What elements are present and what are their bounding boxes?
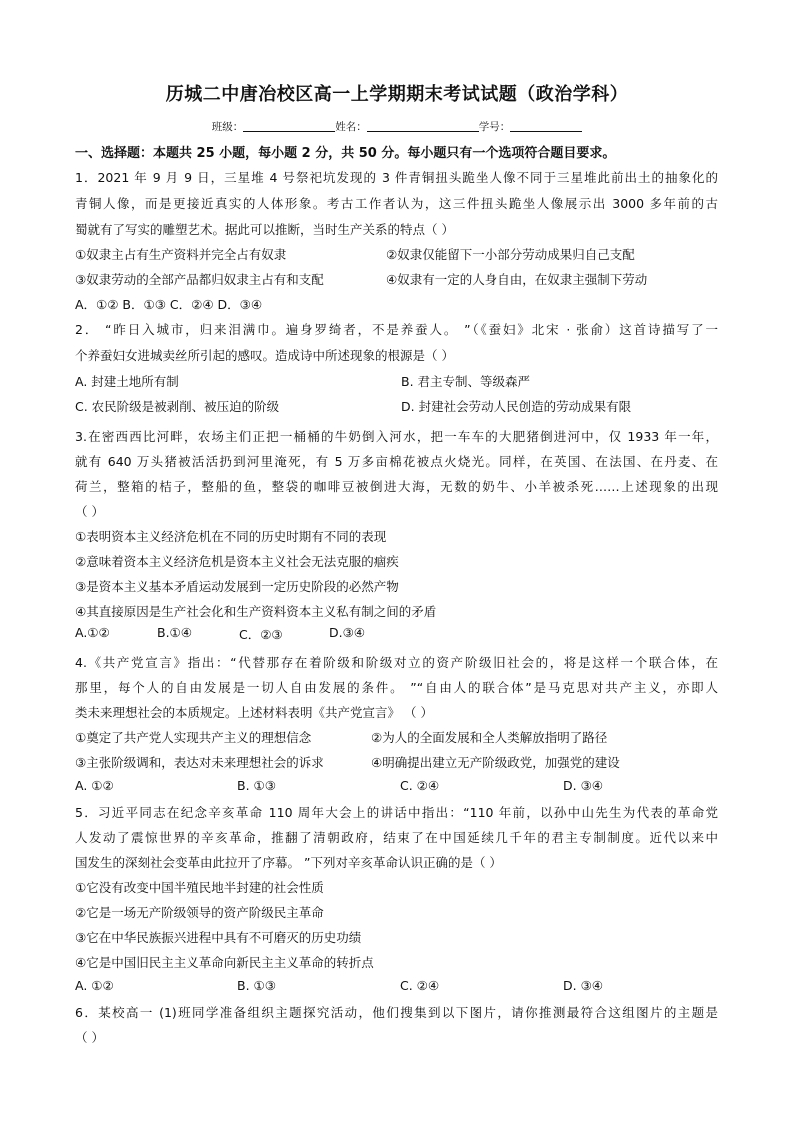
q3-line-2: 就有 640 万头猪被活活扔到河里淹死，有 5 万多亩棉花被点火烧光。同样，在英国、在法国、在丹麦、在 (75, 454, 718, 469)
q3-item-4: ④其直接原因是生产社会化和生产资料资本主义私有制之间的矛盾 (75, 604, 437, 619)
q4-choice-a: A. ①② (75, 778, 114, 793)
name-label: 姓名： (335, 121, 367, 133)
q4-choice-b: B. ①③ (237, 778, 276, 793)
q3-item-2: ②意味着资本主义经济危机是资本主义社会无法克服的痼疾 (75, 554, 399, 569)
q4-item-3: ③主张阶级调和，表达对未来理想社会的诉求 (75, 755, 324, 770)
q3-choice-b: B.①④ (157, 625, 192, 640)
id-blank[interactable] (510, 120, 582, 132)
q1-line-1: 1．2021 年 9 月 9 日，三星堆 4 号祭祀坑发现的 3 件青铜扭头跪坐人像不同于三星堆此前出土的抽象化的 (75, 170, 718, 185)
q4-line-2: 那里，每个人的自由发展是一切人自由发展的条件。 ”“自由人的联合体”是马克思对共产主义，亦即人 (75, 680, 718, 695)
q1-line-3: 蜀就有了写实的雕塑艺术。据此可以推断，当时生产关系的特点（ ） (75, 222, 454, 237)
class-label: 班级： (211, 121, 244, 133)
q4-line-1: 4.《共产党宣言》指出：“代替那存在着阶级和阶级对立的资产阶级旧社会的，将是这样一个联合体，在 (75, 655, 718, 670)
q5-line-3: 国发生的深刻社会变革由此拉开了序幕。 ”下列对辛亥革命认识正确的是（ ） (75, 855, 502, 870)
q2-line-2: 个养蚕妇女进城卖丝所引起的感叹。造成诗中所述现象的根源是（ ） (75, 348, 454, 363)
q4-item-1: ①奠定了共产党人实现共产主义的理想信念 (75, 730, 312, 745)
q5-choice-d: D. ③④ (563, 978, 603, 993)
q2-line-1: 2． “昨日入城市，归来泪满巾。遍身罗绮者，不是养蚕人。 ”（《蚕妇》北宋 · 张俞）这首诗描写了一 (75, 322, 718, 337)
q2-option-a: A. 封建土地所有制 (75, 374, 179, 389)
q5-choice-c: C. ②④ (400, 978, 440, 993)
q1-item-4: ④奴隶有一定的人身自由，在奴隶主强制下劳动 (386, 272, 648, 287)
q2-option-c: C. 农民阶级是被剥削、被压迫的阶级 (75, 399, 280, 414)
id-label: 学号： (478, 121, 511, 133)
q3-item-3: ③是资本主义基本矛盾运动发展到一定历史阶段的必然产物 (75, 579, 399, 594)
q2-option-d: D. 封建社会劳动人民创造的劳动成果有限 (401, 399, 632, 414)
student-info-line (0, 119, 794, 134)
q4-item-4: ④明确提出建立无产阶级政党，加强党的建设 (371, 755, 620, 770)
q4-line-3: 类未来理想社会的本质规定。上述材料表明《共产党宣言》 （ ） (75, 705, 433, 720)
q1-item-2: ②奴隶仅能留下一小部分劳动成果归自己支配 (386, 247, 635, 262)
q1-item-3: ③奴隶劳动的全部产品都归奴隶主占有和支配 (75, 272, 324, 287)
q3-line-3: 荷兰，整箱的桔子，整船的鱼，整袋的咖啡豆被倒进大海，无数的奶牛、小羊被杀死……上述现象的出现 (75, 479, 718, 494)
q4-choice-c: C. ②④ (400, 778, 440, 793)
q1-line-2: 青铜人像，而是更接近真实的人体形象。考古工作者认为，这三件扭头跪坐人像展示出 3000 多年前的古 (75, 196, 718, 211)
q3-choice-a: A.①② (75, 625, 110, 640)
q3-choice-c: C．②③ (239, 627, 283, 642)
q4-choice-d: D. ③④ (563, 778, 603, 793)
q3-line-4: （ ） (75, 504, 104, 519)
q5-item-3: ③它在中华民族振兴进程中具有不可磨灭的历史功绩 (75, 930, 362, 945)
q4-item-2: ②为人的全面发展和全人类解放指明了路径 (371, 730, 608, 745)
q5-item-4: ④它是中国旧民主主义革命向新民主主义革命的转折点 (75, 955, 374, 970)
q6-line-1: 6．某校高一 (1)班同学准备组织主题探究活动，他们搜集到以下图片，请你推测最符合这组图片的主题是 (75, 1005, 718, 1020)
q1-choices: A．①② B．①③ C．②④ D．③④ (75, 297, 263, 312)
q1-item-1: ①奴隶主占有生产资料并完全占有奴隶 (75, 247, 287, 262)
q5-choice-a: A. ①② (75, 978, 114, 993)
q3-item-1: ①表明资本主义经济危机在不同的历史时期有不同的表现 (75, 529, 387, 544)
q5-line-1: 5．习近平同志在纪念辛亥革命 110 周年大会上的讲话中指出：“110 年前，以孙中山先生为代表的革命党 (75, 805, 718, 820)
q3-choice-d: D.③④ (329, 625, 366, 640)
q3-line-1: 3.在密西西比河畔，农场主们正把一桶桶的牛奶倒入河水，把一车车的大肥猪倒进河中，仅 1933 年一年， (75, 429, 718, 444)
q6-line-2: （ ） (75, 1030, 104, 1045)
q5-choice-b: B. ①③ (237, 978, 276, 993)
section-heading: 一、选择题：本题共 25 小题，每小题 2 分，共 50 分。每小题只有一个选项符合题目要求。 (75, 146, 616, 161)
q5-line-2: 人发动了震惊世界的辛亥革命，推翻了清朝政府，结束了在中国延续几千年的君主专制制度。近代以来中 (75, 830, 718, 845)
q5-item-1: ①它没有改变中国半殖民地半封建的社会性质 (75, 880, 324, 895)
q5-item-2: ②它是一场无产阶级领导的资产阶级民主革命 (75, 905, 324, 920)
q2-option-b: B. 君主专制、等级森严 (401, 374, 531, 389)
name-blank[interactable] (367, 120, 479, 132)
class-blank[interactable] (243, 120, 335, 132)
exam-title: 历城二中唐冶校区高一上学期期末考试试题（政治学科） (165, 84, 629, 105)
